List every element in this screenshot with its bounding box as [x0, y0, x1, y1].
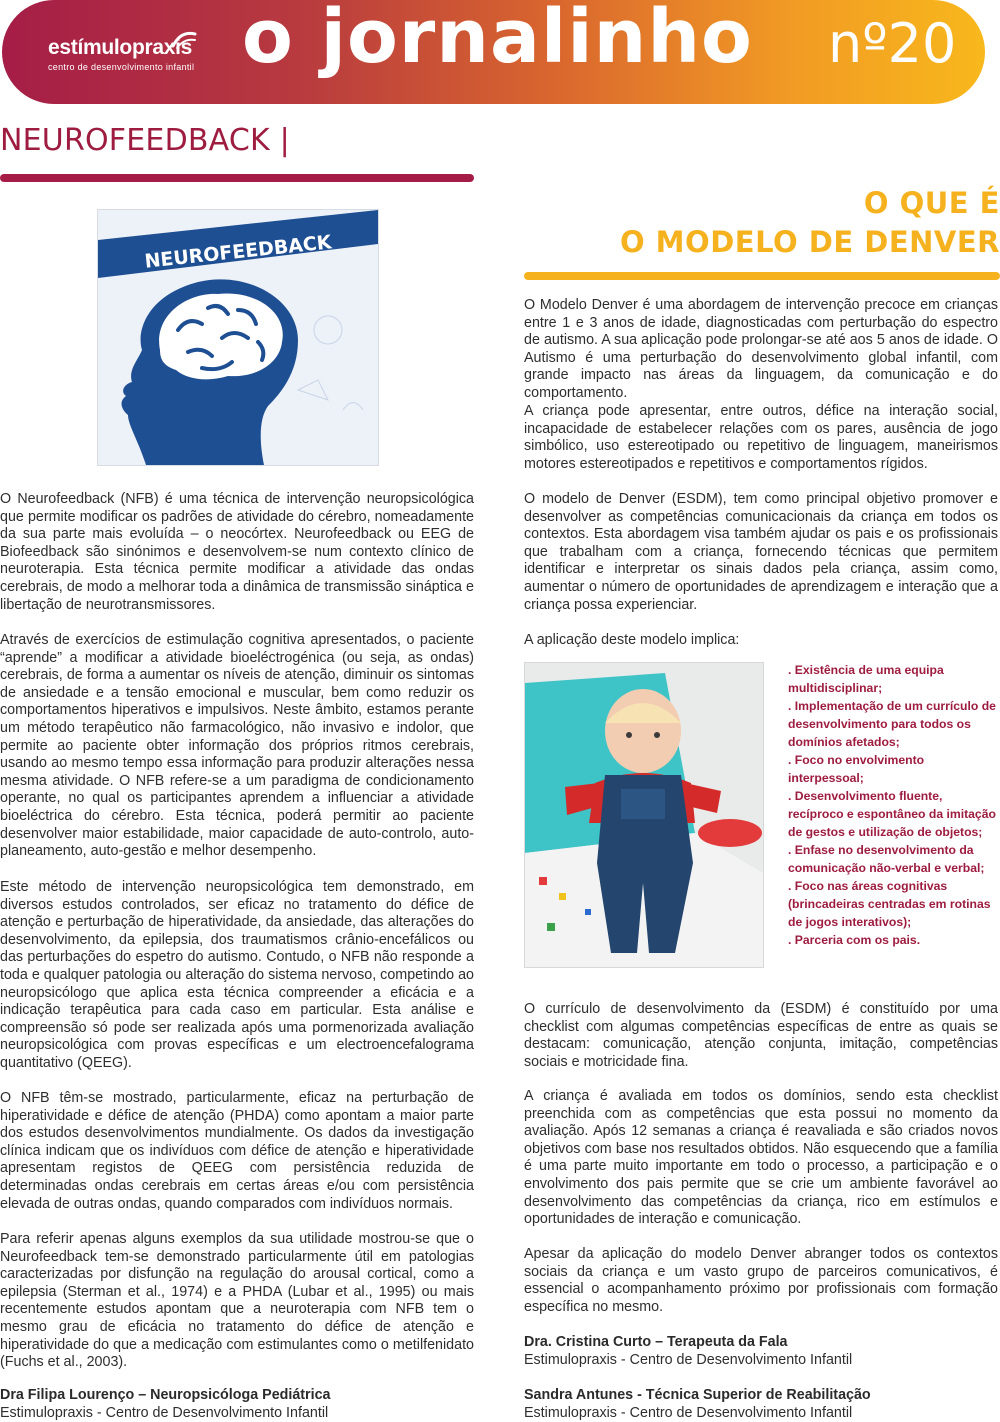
issue-number: nº20 [828, 12, 957, 75]
image-banner-text: NEUROFEEDBACK [143, 231, 333, 273]
section-divider-left [0, 174, 474, 182]
brain-head-icon [98, 210, 378, 465]
denver-author-1 [524, 1334, 998, 1369]
denver-implications-list [788, 661, 998, 949]
neurofeedback-paragraph-4: O NFB têm-se mostrado, particularmente, eficaz na perturbação de hiperatividade e défice de atenção (PHDA) como apontam a maior parte dos estudos desenvolvimentos mundialmente. Os dados da investigação clínica indicam que os indivíduos com défice de atenção e hiperatividade apresentam registos de QEEG com persistência reduzida de determinadas ondas cerebrais em certas áreas e/ou com persistência elevada de outras ondas, quando comparados com indivíduos normais. [0, 1090, 474, 1212]
neurofeedback-author [0, 1387, 474, 1422]
denver-paragraph-1: O Modelo Denver é uma abordagem de intervenção precoce em crianças entre 1 e 3 anos de idade, diagnosticadas com perturbação do espectro de autismo. A sua aplicação pode prolongar-se até aos 5 anos de idade. O Autismo é uma perturbação do desenvolvimento global infantil, com grande impacto nas áreas da linguagem, da comunicação e do comportamento. [524, 297, 998, 401]
denver-paragraph-3: O modelo de Denver (ESDM), tem como principal objetivo promover e desenvolver as competências comunicacionais da criança em todos os contextos. Esta abordagem visa também ajudar os pais e os profissionais que trabalham com a criança, fornecendo técnicas que permitem identificar e interpretar os sinais dados pela criança, assim como, aumentar o número de oportunidades de aprendizagem e interação que a criança possa experienciar. [524, 491, 998, 613]
list-item: . Enfase no desenvolvimento da comunicação não-verbal e verbal; [788, 843, 985, 875]
section-divider-right [524, 272, 1000, 280]
list-item: . Desenvolvimento fluente, recíproco e espontâneo da imitação de gestos e utilização de objetos; [788, 789, 996, 839]
toddler-photo-illustration [525, 663, 763, 967]
denver-heading-line2: O MODELO DE DENVER [619, 225, 1000, 259]
denver-paragraph-6: A criança é avaliada em todos os domínios, sendo esta checklist preenchida com as competências que esta possui no momento da avaliação. Após 12 semanas a criança é reavaliada e são criados novos objetivos com base nos resultados obtidos. Não esquecendo que a família é uma parte muito importante em todo o processo, a participação e o envolvimento dos pais permite que se crie um ambiente favorável ao desenvolvimento das competências da criança, rico em estímulos e oportunidades de interação e comunicação. [524, 1088, 998, 1228]
author-name: Sandra Antunes - Técnica Superior de Reabilitação [524, 1387, 871, 1403]
denver-heading-line1: O QUE É [863, 186, 1000, 220]
author-organization: Estimulopraxis - Centro de Desenvolvimento Infantil [0, 1404, 329, 1421]
toddler-photo [524, 662, 764, 968]
author-name: Dra. Cristina Curto – Terapeuta da Fala [524, 1334, 788, 1350]
list-item: . Foco nas áreas cognitivas (brincadeiras centradas em rotinas de jogos interativos); [788, 879, 991, 929]
denver-paragraph-2: A criança pode apresentar, entre outros, défice na interação social, incapacidade de estabelecer relações com os pares, ausência de jogo simbólico, uso estereotipado ou repetitivo de linguagem, maneirismos motores estereotipados e repetitivos e comportamentos rígidos. [524, 403, 998, 472]
author-organization: Estimulopraxis - Centro de Desenvolvimento Infantil [524, 1351, 853, 1368]
list-item: . Parceria com os pais. [788, 933, 921, 947]
logo-swoosh-icon [171, 30, 197, 50]
neurofeedback-paragraph-2: Através de exercícios de estimulação cognitiva apresentados, o paciente “aprende” a modificar a atividade bioeléctrogénica (ou seja, as ondas) cerebrais, de forma a aumentar os níveis de atenção, diminuir os sintomas de ansiedade e a tensão emocional e muscular, bem como reduzir os comportamentos hiperativos e impulsivos. Neste âmbito, estamos perante um método terapêutico não farmacológico, não invasivo e indolor, que permite ao paciente obter informação dos próprios ritmos cerebrais, usando ao mesmo tempo essa informação para produzir alterações nessa mesma atividade. O NFB refere-se a um paradigma de condicionamento operante, no qual os participantes aprendem a influenciar a atividade bioeléctrica do cérebro. Esta técnica, poderá permitir ao paciente desenvolver maior estabilidade, maior capacidade de auto-controlo, auto-planeamento, auto-gestão e melhor desempenho. [0, 632, 474, 860]
estimulopraxis-logo: estímulopraxis [48, 36, 193, 59]
list-item: . Implementação de um currículo de desenvolvimento para todos os domínios afetados; [788, 699, 996, 749]
newsletter-title: o jornalinho [242, 0, 753, 80]
list-item: . Foco no envolvimento interpessoal; [788, 753, 925, 785]
denver-paragraph-7: Apesar da aplicação do modelo Denver abranger todos os contextos sociais da criança e um vasto grupo de parceiros comunicativos, é essencial o acompanhamento próximo por profissionais com formação específica no mesmo. [524, 1246, 998, 1315]
denver-paragraph-5: O currículo de desenvolvimento da (ESDM) é constituído por uma checklist com algumas competências específicas de entre as quais se destacam: comunicação, atenção conjunta, imitação, competências sociais e motricidade fina. [524, 1001, 998, 1070]
masthead-banner [2, 0, 985, 104]
author-name: Dra Filipa Lourenço – Neuropsicóloga Pediátrica [0, 1387, 331, 1403]
author-organization: Estimulopraxis - Centro de Desenvolvimento Infantil [524, 1404, 853, 1421]
neurofeedback-paragraph-1: O Neurofeedback (NFB) é uma técnica de intervenção neuropsicológica que permite modificar os padrões de atividade do cérebro, nomeadamente da sua parte mais evoluída – o neocórtex. Neurofeedback ou EEG de Biofeedback são sinónimos e desenvolvem-se num contexto clínico de neuroterapia. Esta técnica permite modificar a atividade das ondas cerebrais, de modo a melhorar toda a dinâmica de transmissão sináptica e libertação de neurotransmissores. [0, 491, 474, 613]
neurofeedback-paragraph-5: Para referir apenas alguns exemplos da sua utilidade mostrou-se que o Neurofeedback tem-se demonstrado particularmente útil em patologias caracterizadas por disfunção na regulação do arousal cortical, como a epilepsia (Sterman et al., 1974) e a PHDA (Lubar et al., 1995) ou mais recentemente estudos apontam que a neuroterapia com NFB tem o mesmo grau de eficácia no tratamento do défice de atenção e hiperatividade do que a medicação com estimulantes como o metilfenidato (Fuchs et al., 2003). [0, 1231, 474, 1371]
neurofeedback-paragraph-3: Este método de intervenção neuropsicológica tem demonstrado, em diversos estudos controlados, ser eficaz no tratamento do défice de atenção e perturbação de hiperatividade, da ansiedade, das alterações do desenvolvimento, da epilepsia, dos traumatismos crânio-encefálicos ou das perturbações do espetro do autismo. Contudo, o NFB não responde a toda e qualquer patologia ou alteração do sistema nervoso, competindo ao neuropsicólogo que aplica esta técnica compreender a eficácia e a indicação terapêutica para cada caso em particular. Esta análise e compreensão só pode ser realizada após uma pormenorizada avaliação neuropsicológica com provas específicas e um electroencefalograma quantitativo (QEEG). [0, 879, 474, 1071]
logo-tagline: centro de desenvolvimento infantil [48, 62, 195, 72]
list-item: . Existência de uma equipa multidisciplinar; [788, 663, 944, 695]
denver-author-2 [524, 1387, 998, 1422]
neurofeedback-illustration [97, 209, 379, 466]
denver-paragraph-4: A aplicação deste modelo implica: [524, 632, 740, 648]
neurofeedback-heading: NEUROFEEDBACK | [0, 123, 290, 158]
